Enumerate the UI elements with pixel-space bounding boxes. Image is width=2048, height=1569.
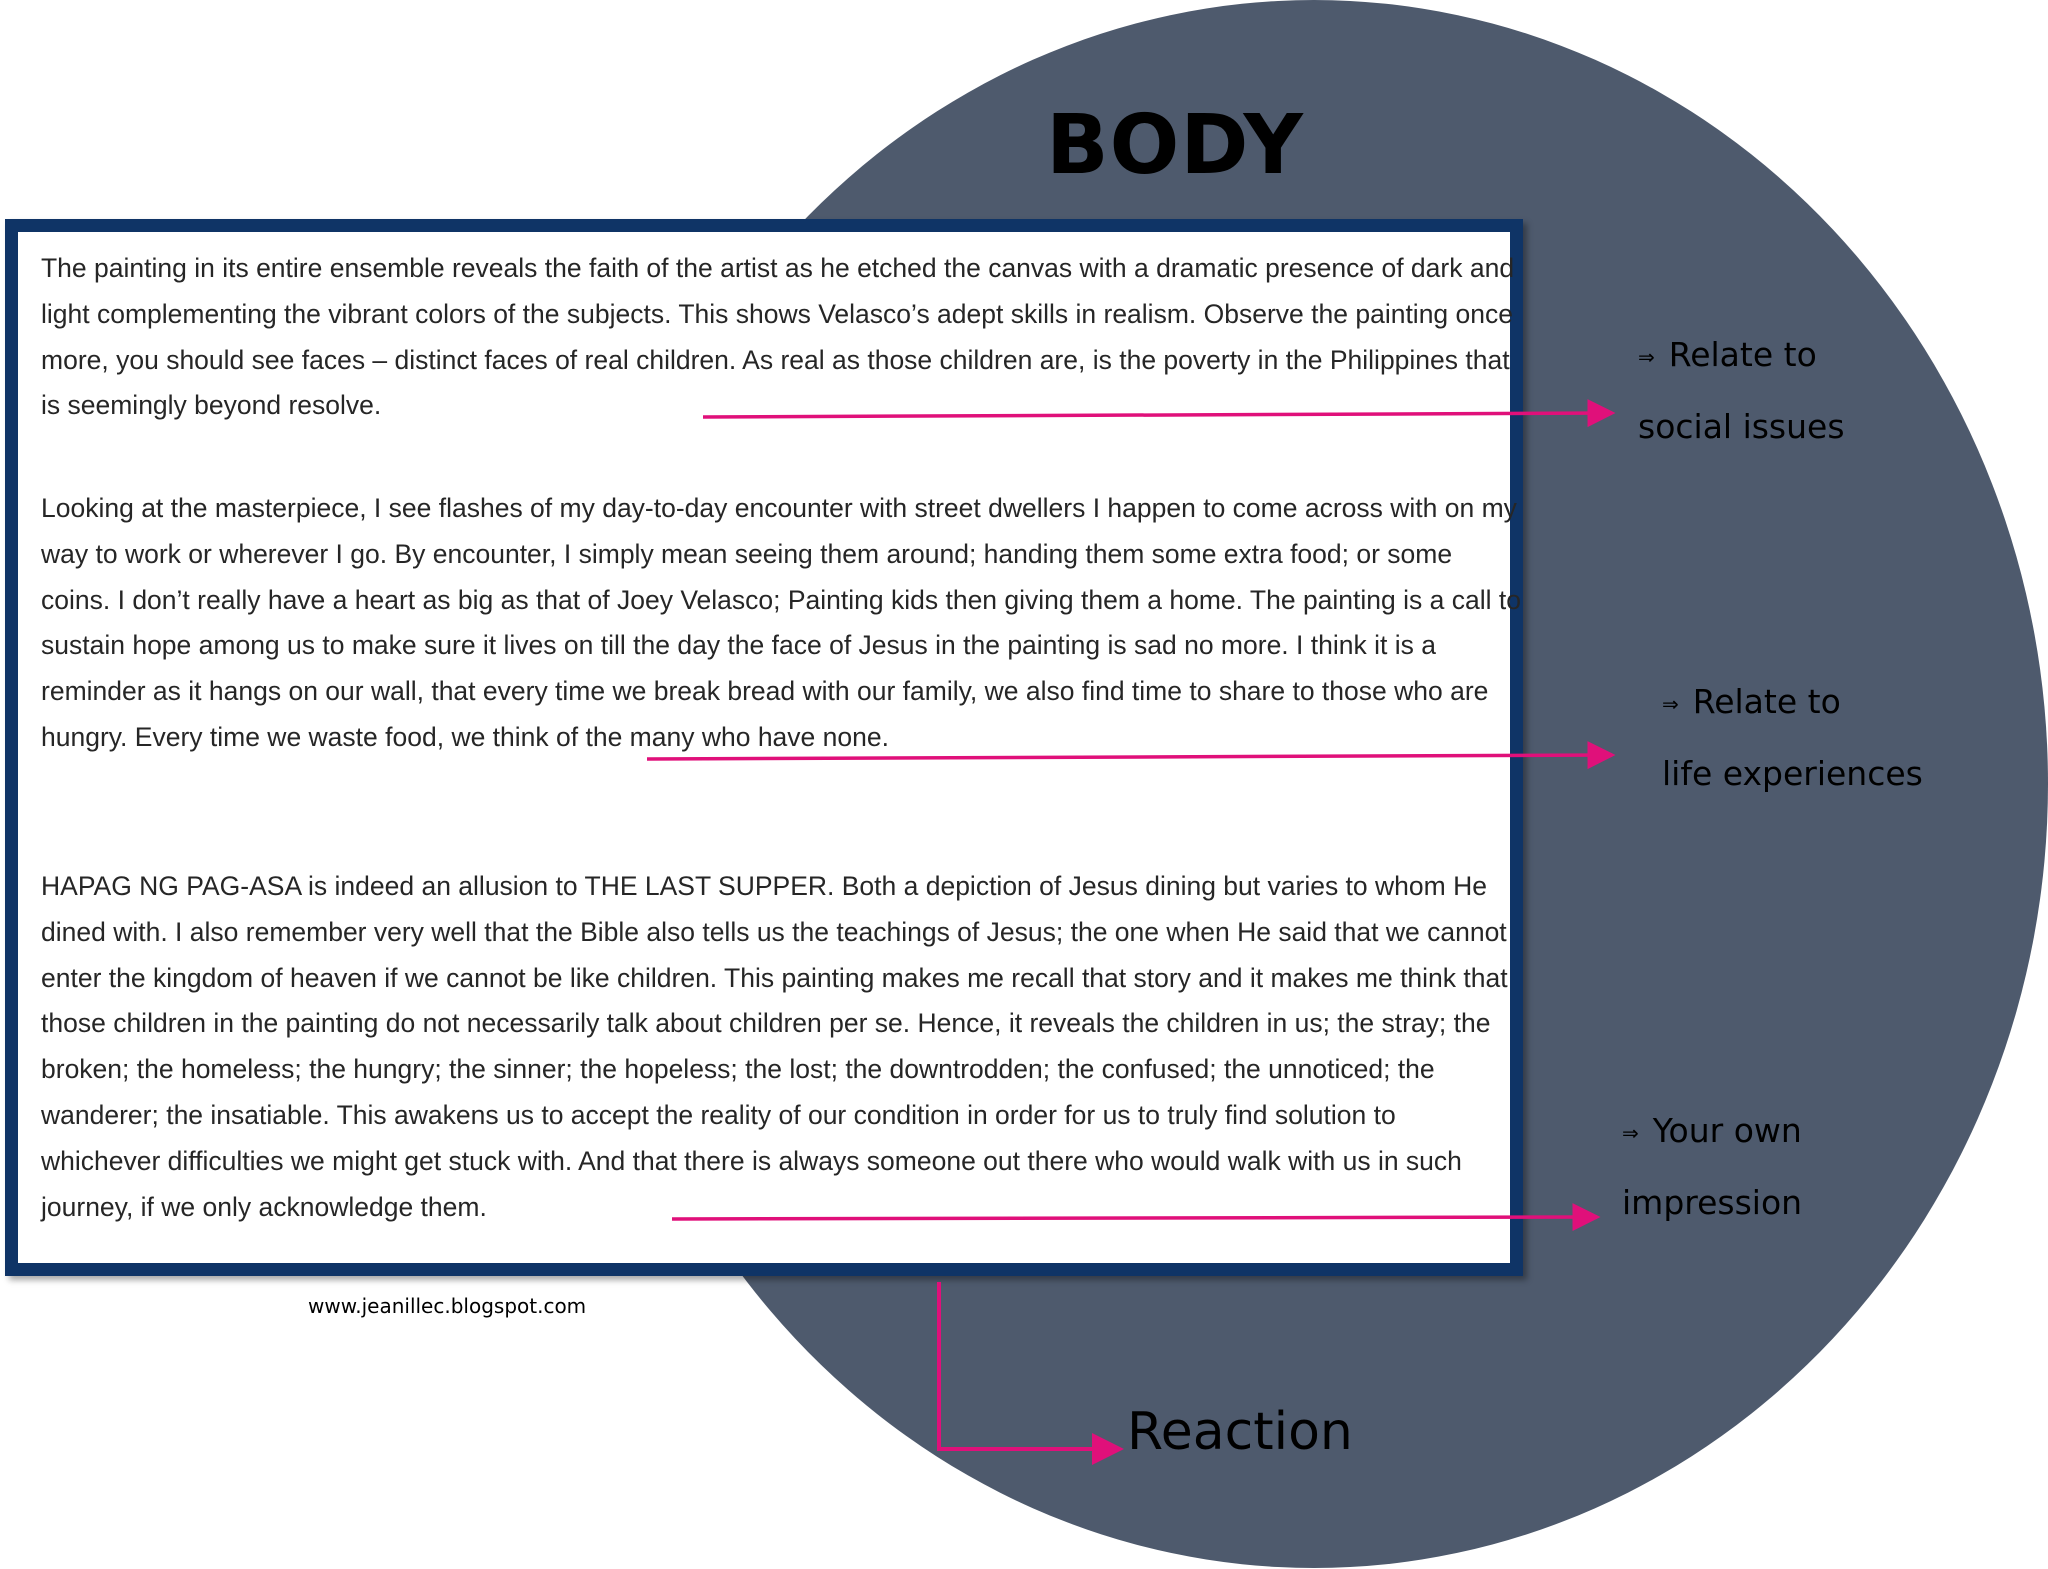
paragraph-life-experiences: Looking at the masterpiece, I see flashes of my day-to-day encounter with street dwellers I happen to come across with on my way to work or wherever I go. By encounter, I simply mean seeing them around; handing them some extra food; or some coins. I don’t really have a heart as big as that of Joey Velasco; Painting kids then giving them a home. The painting is a call to sustain hope among us to make sure it lives on till the day the face of Jesus in the painting is sad no more. I think it is a reminder as it hangs on our wall, that every time we break bread with our family, we also find time to share to those who are hungry. Every time we waste food, we think of the many who have none. [41, 493, 1521, 752]
right-arrow-icon: ⇒ [1638, 345, 1655, 369]
annotation-line-2: impression [1622, 1183, 1803, 1222]
right-arrow-icon: ⇒ [1622, 1121, 1639, 1145]
paragraph-own-impression: HAPAG NG PAG-ASA is indeed an allusion to THE LAST SUPPER. Both a depiction of Jesus dining but varies to whom He dined with. I also remember very well that the Bible also tells us the teachings of Jesus; the one when He said that we cannot enter the kingdom of heaven if we cannot be like children. This painting makes me recall that story and it makes me think that those children in the painting do not necessarily talk about children per se. Hence, it reveals the children in us; the stray; the broken; the homeless; the hungry; the sinner; the hopeless; the lost; the downtrodden; the confused; the unnoticed; the wanderer; the insatiable. This awakens us to accept the reality of our condition in order for us to truly find solution to whichever difficulties we might get stuck with. And that there is always someone out there who would walk with us in such journey, if we only acknowledge them. [41, 871, 1508, 1222]
annotation-line-2: life experiences [1662, 754, 1923, 793]
reaction-label: Reaction [1127, 1402, 1353, 1462]
source-url: www.jeanillec.blogspot.com [308, 1294, 587, 1318]
annotation-line-1: Relate to [1668, 335, 1817, 374]
diagram-title: BODY [1046, 98, 1304, 193]
annotation-line-2: social issues [1638, 407, 1845, 446]
annotation-line-1: Your own [1652, 1111, 1802, 1150]
paragraph-social-issues: The painting in its entire ensemble reveals the faith of the artist as he etched the canvas with a dramatic presence of dark and light complementing the vibrant colors of the subjects. This shows Velasco’s adept skills in realism. Observe the painting once more, you should see faces – distinct faces of real children. As real as those children are, is the poverty in the Philippines that is seemingly beyond resolve. [41, 253, 1515, 421]
right-arrow-icon: ⇒ [1662, 692, 1679, 716]
annotation-social-issues [1638, 320, 1845, 462]
annotation-line-1: Relate to [1692, 682, 1841, 721]
annotation-life-experiences [1662, 667, 1923, 809]
essay-text-panel [5, 219, 1523, 1276]
annotation-own-impression [1622, 1096, 1802, 1238]
